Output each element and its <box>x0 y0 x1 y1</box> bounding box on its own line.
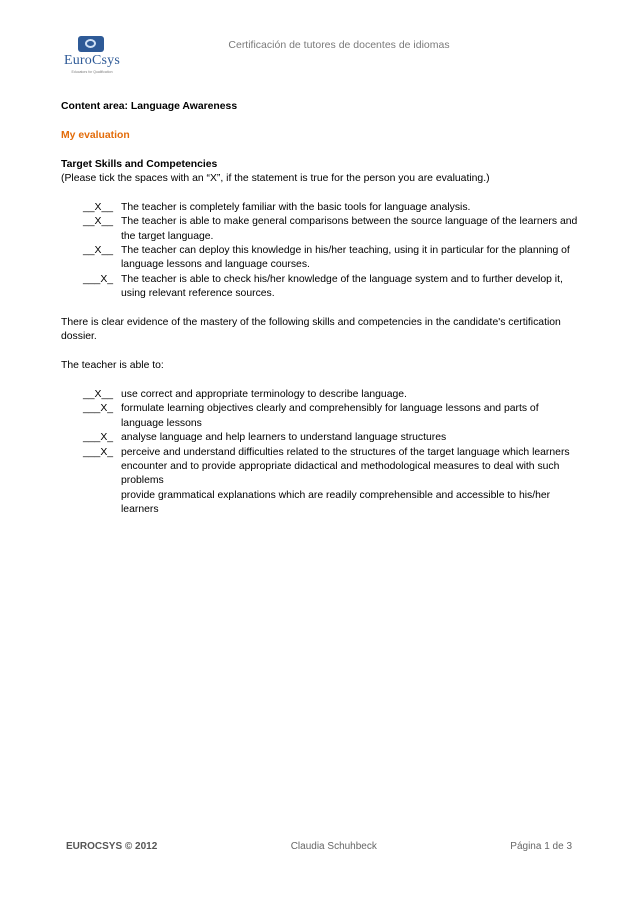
footer-author: Claudia Schuhbeck <box>290 841 377 852</box>
logo-tagline: Educators for Qualification <box>71 70 113 74</box>
list-item-text: The teacher is able to make general comparisons between the source language of the learners and the target language. <box>121 216 578 242</box>
target-skills-heading: Target Skills and Competencies <box>61 158 218 170</box>
content-area-heading: Content area: Language Awareness <box>61 101 238 112</box>
list-item <box>83 201 581 215</box>
list-item <box>83 273 581 302</box>
tick-mark[interactable]: __X__ <box>83 245 114 257</box>
my-evaluation-heading: My evaluation <box>61 129 130 141</box>
list-item <box>83 388 581 402</box>
list-item <box>83 215 581 244</box>
list-item <box>83 402 581 431</box>
list-item <box>83 431 581 445</box>
evidence-text: There is clear evidence of the mastery of the following skills and competencies in the candidate's certification dossier. <box>61 317 561 343</box>
tick-mark[interactable]: ___X_ <box>83 432 114 444</box>
list-item-text: perceive and understand difficulties related to the structures of the target language which learners encounter and to provide appropriate didactical and methodological measures to deal with such problems <box>121 446 570 487</box>
header-title: Certificación de tutores de docentes de idiomas <box>228 39 450 51</box>
list-item-text: formulate learning objectives clearly and comprehensibly for language lessons and parts of language lessons <box>121 403 539 429</box>
footer-copyright: EUROCSYS © 2012 <box>66 841 158 852</box>
eurocsys-logo <box>60 36 124 80</box>
logo-wordmark: EuroCsys <box>63 53 121 68</box>
tick-mark[interactable]: ___X_ <box>83 446 114 458</box>
list-item-text: The teacher is completely familiar with the basic tools for language analysis. <box>121 201 471 213</box>
tick-mark[interactable]: ___X_ <box>83 403 114 415</box>
tick-mark[interactable]: __X__ <box>83 389 114 401</box>
page-footer <box>66 841 572 852</box>
list-item-text: analyse language and help learners to understand language structures <box>121 432 447 444</box>
list-item <box>83 489 581 518</box>
tick-mark[interactable]: __X__ <box>83 216 114 228</box>
list-item <box>83 446 581 489</box>
ability-list <box>83 388 581 518</box>
document-body <box>61 100 581 518</box>
footer-page-number: Página 1 de 3 <box>510 841 572 852</box>
list-item-text: use correct and appropriate terminology to describe language. <box>121 389 407 401</box>
list-item-text: The teacher is able to check his/her knowledge of the language system and to further develop it, using relevant reference sources. <box>121 273 563 300</box>
list-item-text: provide grammatical explanations which are readily comprehensible and accessible to his/her learners <box>121 489 551 516</box>
able-to-text: The teacher is able to: <box>61 360 164 372</box>
tick-mark[interactable]: ___X_ <box>83 273 114 285</box>
instructions-text: (Please tick the spaces with an “X”, if the statement is true for the person you are evaluating.) <box>61 173 490 184</box>
logo-mark-icon <box>78 36 104 52</box>
target-skills-list <box>83 201 581 302</box>
tick-mark[interactable] <box>83 489 121 518</box>
list-item <box>83 244 581 273</box>
list-item-text: The teacher can deploy this knowledge in his/her teaching, using it in particular for the planning of language lessons and language courses. <box>121 245 570 271</box>
tick-mark[interactable]: __X__ <box>83 201 114 213</box>
